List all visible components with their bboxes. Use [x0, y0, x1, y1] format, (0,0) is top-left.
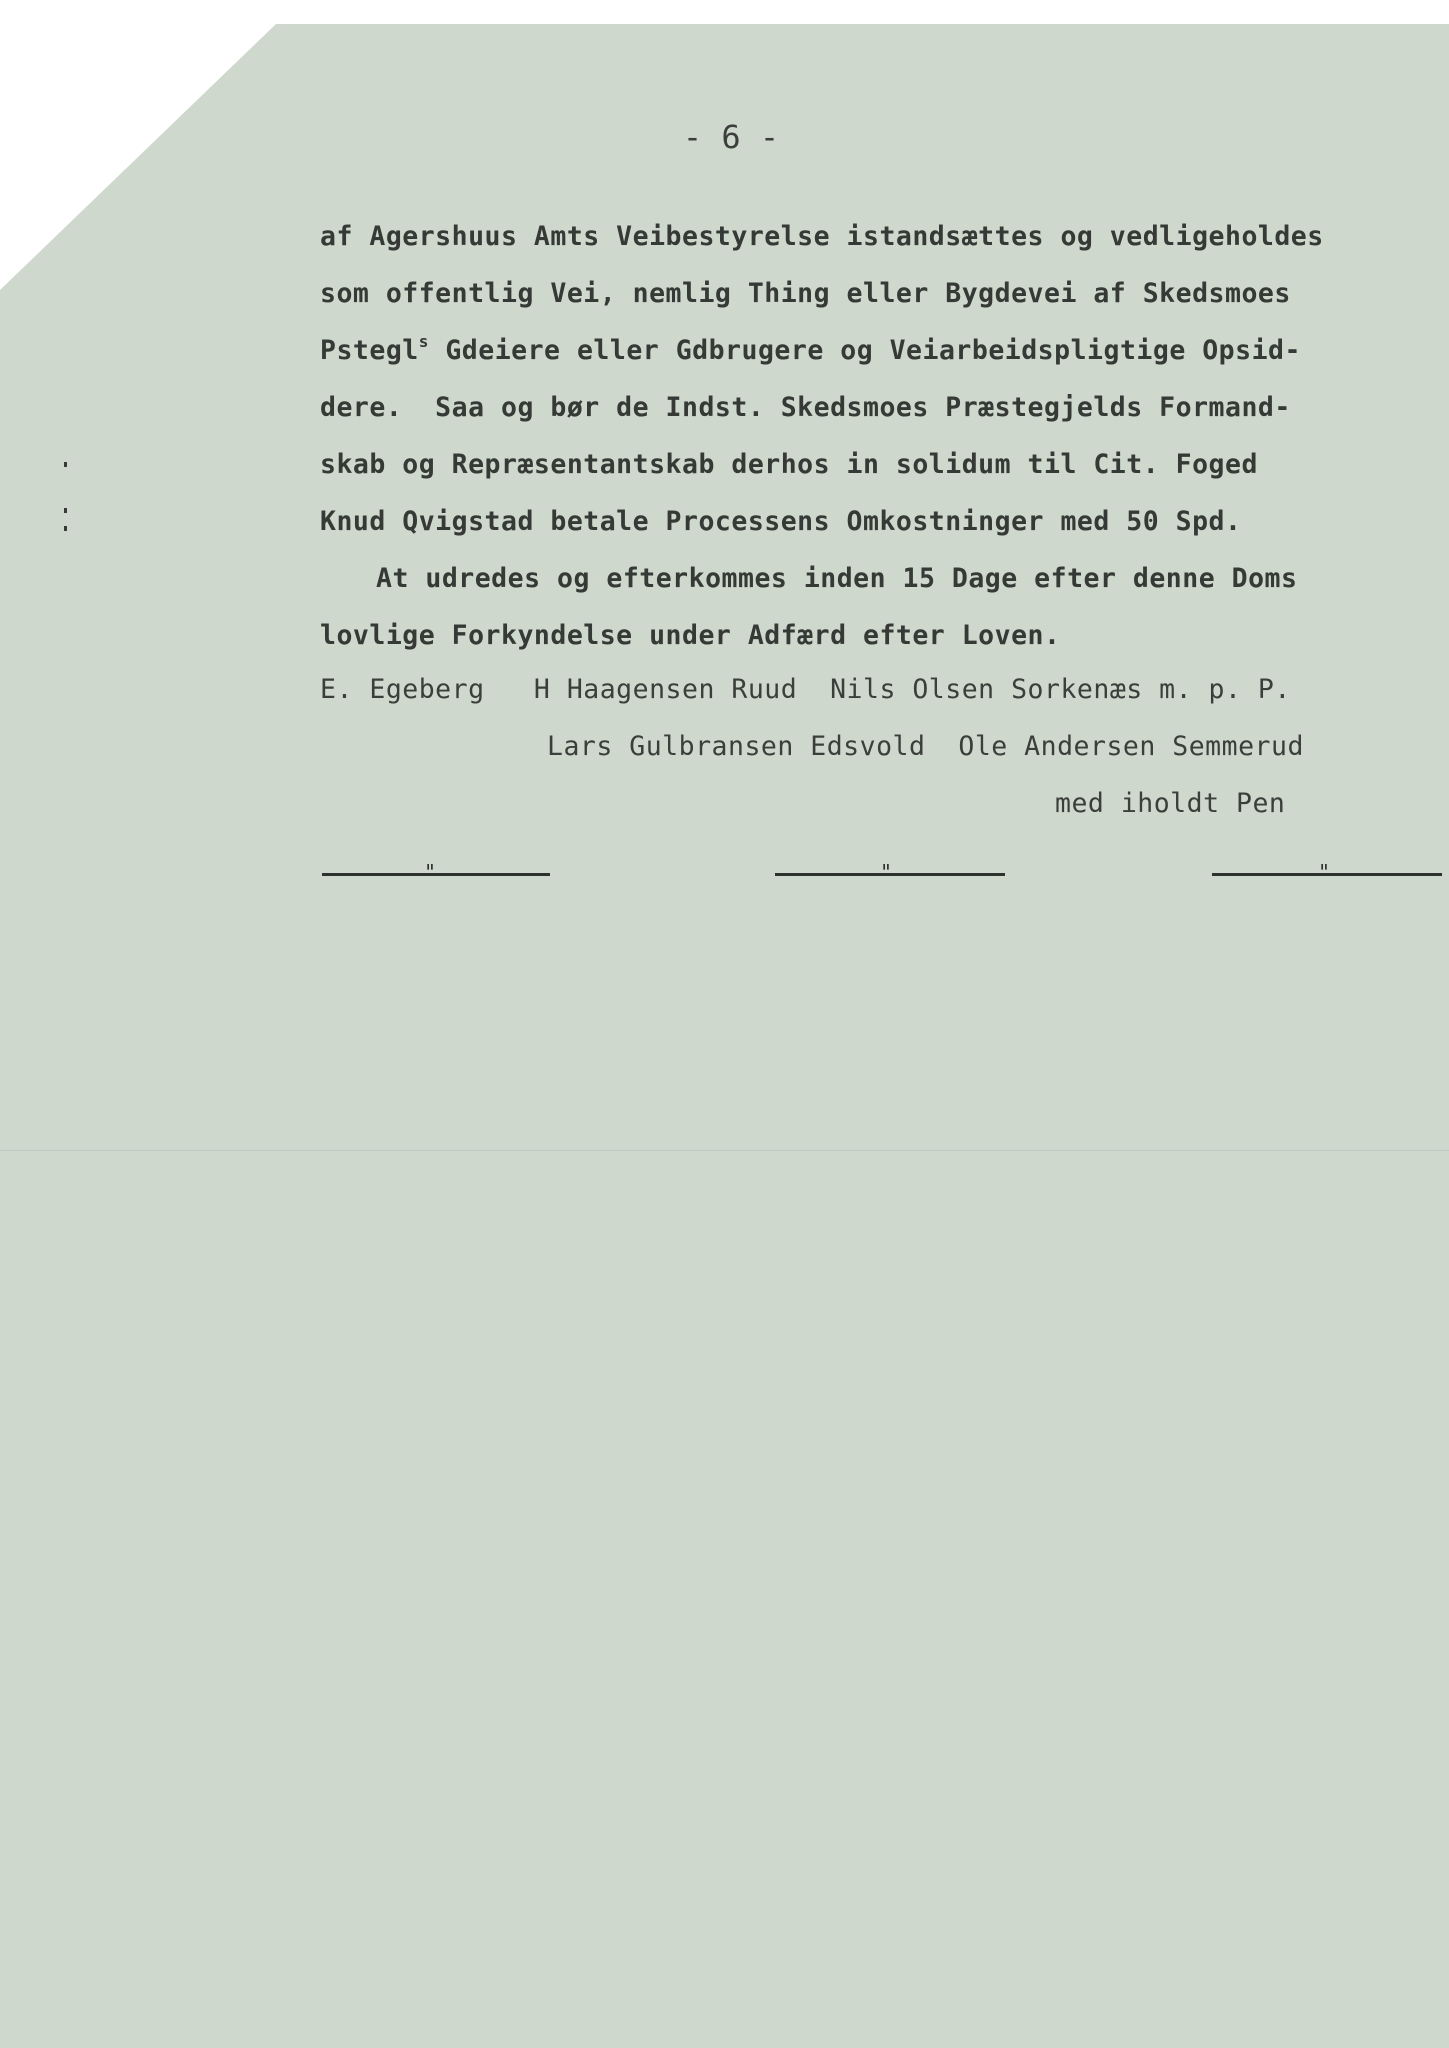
page-number: - 6 -: [682, 118, 780, 156]
superscript: s: [418, 332, 429, 351]
ditto-mark: ": [424, 860, 437, 884]
body-line: af Agershuus Amts Veibestyrelse istandsættes og vedligeholdes: [320, 221, 1324, 252]
margin-mark: [64, 508, 67, 513]
body-line: dere. Saa og bør de Indst. Skedsmoes Præstegjelds Formand-: [320, 392, 1291, 423]
margin-mark: [64, 526, 67, 531]
body-line: lovlige Forkyndelse under Adfærd efter Loven.: [320, 620, 1061, 651]
body-line: som offentlig Vei, nemlig Thing eller Bygdevei af Skedsmoes: [320, 278, 1291, 309]
margin-mark: [64, 462, 67, 467]
body-line: skab og Repræsentantskab derhos in solidum til Cit. Foged: [320, 449, 1258, 480]
signature-row-1: E. Egeberg H Haagensen Ruud Nils Olsen Sorkenæs m. p. P.: [320, 674, 1291, 705]
ditto-mark: ": [880, 860, 893, 884]
signature-row-2: Lars Gulbransen Edsvold Ole Andersen Semmerud: [547, 731, 1304, 762]
body-line-start: Pstegl: [320, 335, 419, 366]
body-line-with-superscript: [320, 322, 1400, 379]
body-line: At udredes og efterkommes inden 15 Dage efter denne Doms: [376, 563, 1298, 594]
document-body: [320, 208, 1400, 664]
body-line: Knud Qvigstad betale Processens Omkostninger med 50 Spd.: [320, 506, 1242, 537]
ditto-mark: ": [1318, 860, 1331, 884]
body-line-rest: Gdeiere eller Gdbrugere og Veiarbeidspligtige Opsid-: [428, 335, 1301, 366]
signature-row-3: med iholdt Pen: [1055, 788, 1286, 819]
